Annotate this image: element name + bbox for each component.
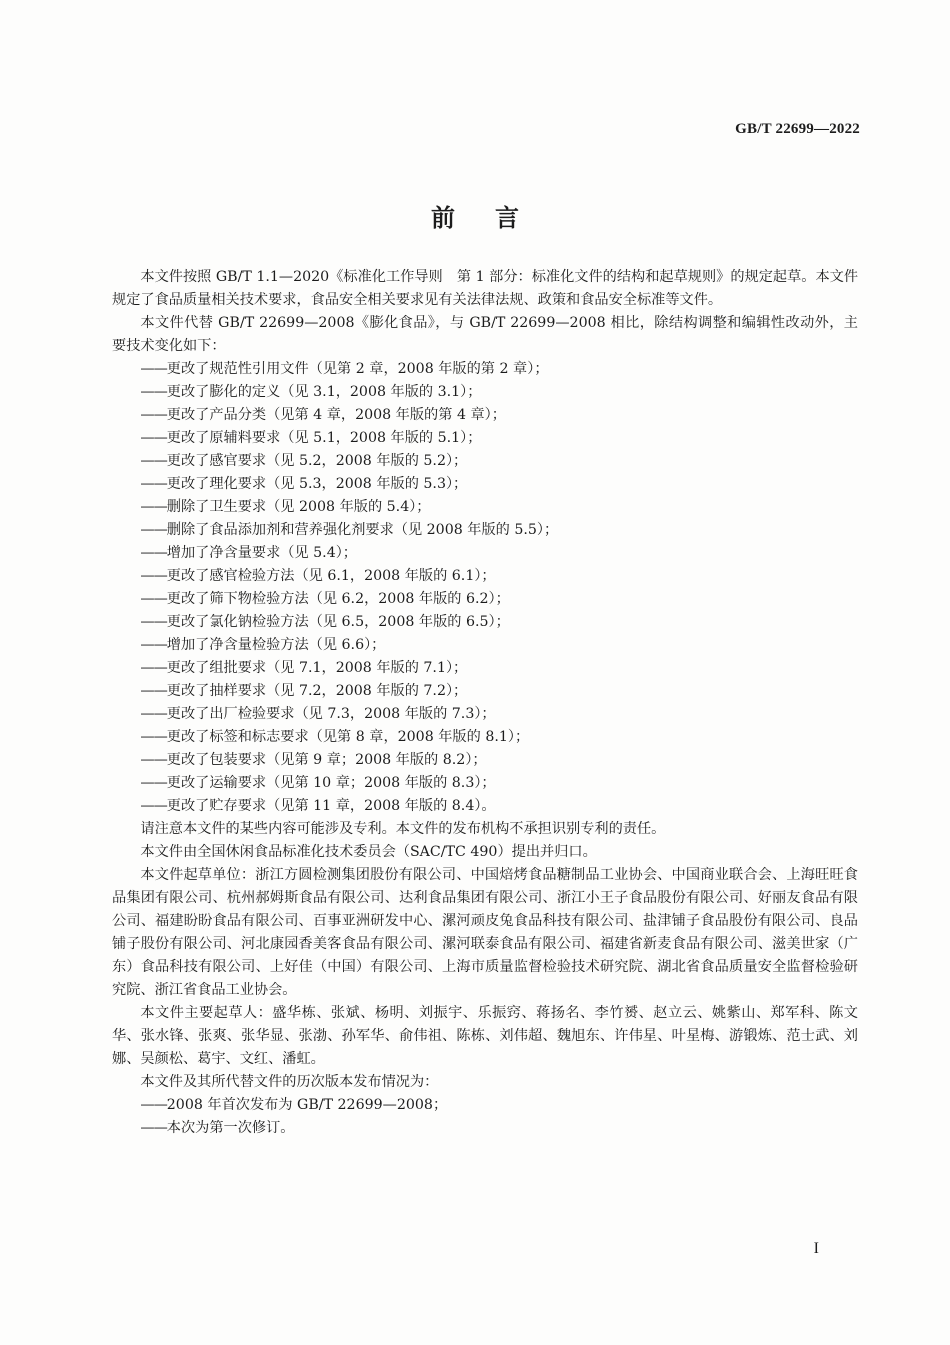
list-item: ——本次为第一次修订。 [140,1120,295,1136]
list-item: ——更改了标签和标志要求（见第 8 章，2008 年版的 8.1）； [140,729,530,745]
list-item: ——2008 年首次发布为 GB/T 22699—2008； [140,1097,448,1113]
list-item: ——更改了膨化的定义（见 3.1，2008 年版的 3.1）； [140,384,482,400]
list-item: ——更改了运输要求（见第 10 章；2008 年版的 8.3）； [140,775,496,791]
page-number: I [813,1240,819,1257]
page-title: 前言 [431,204,559,232]
list-item: ——增加了净含量要求（见 5.4）； [140,545,357,561]
standard-number: GB/T 22699—2022 [735,121,860,137]
list-item: ——删除了食品添加剂和营养强化剂要求（见 2008 年版的 5.5）； [140,522,559,538]
paragraph: 本文件代替 GB/T 22699—2008《膨化食品》，与 GB/T 22699—2008 相比，除结构调整和编辑性改动外，主要技术变化如下： [112,315,858,354]
technical-changes-list [112,358,858,818]
foreword-body [112,266,858,1140]
list-item: ——更改了筛下物检验方法（见 6.2，2008 年版的 6.2）； [140,591,510,607]
list-item: ——更改了理化要求（见 5.3，2008 年版的 5.3）； [140,476,468,492]
paragraph: 本文件按照 GB/T 1.1—2020《标准化工作导则 第 1 部分：标准化文件的结构和起草规则》的规定起草。本文件规定了食品质量相关技术要求，食品安全相关要求见有关法律法规、政策和食品安全标准等文件。 [112,269,859,308]
list-item: ——更改了感官检验方法（见 6.1，2008 年版的 6.1）； [140,568,496,584]
list-item: ——更改了贮存要求（见第 11 章，2008 年版的 8.4）。 [140,798,496,814]
paragraph: 本文件及其所代替文件的历次版本发布情况为： [140,1074,439,1090]
list-item: ——更改了出厂检验要求（见 7.3，2008 年版的 7.3）； [140,706,496,722]
version-history-list [112,1094,858,1140]
list-item: ——增加了净含量检验方法（见 6.6）； [140,637,386,653]
paragraph: 请注意本文件的某些内容可能涉及专利。本文件的发布机构不承担识别专利的责任。 [140,821,666,837]
list-item: ——删除了卫生要求（见 2008 年版的 5.4）； [140,499,431,515]
list-item: ——更改了包装要求（见第 9 章；2008 年版的 8.2）； [140,752,487,768]
list-item: ——更改了氯化钠检验方法（见 6.5，2008 年版的 6.5）； [140,614,510,630]
list-item: ——更改了产品分类（见第 4 章，2008 年版的第 4 章）； [140,407,506,423]
paragraph: 本文件主要起草人：盛华栋、张斌、杨明、刘振宇、乐振窍、蒋扬名、李竹赟、赵立云、姚紫山、郑军科、陈文华、张水锋、张爽、张华显、张渤、孙军华、俞伟祖、陈栋、刘伟超、魏旭东、许伟星、叶星梅、游锻炼、范士武、刘娜、吴颜松、葛宇、文红、潘虹。 [112,1005,858,1067]
list-item: ——更改了感官要求（见 5.2，2008 年版的 5.2）； [140,453,468,469]
paragraph: 本文件由全国休闲食品标准化技术委员会（SAC/TC 490）提出并归口。 [140,844,597,860]
list-item: ——更改了抽样要求（见 7.2，2008 年版的 7.2）； [140,683,468,699]
list-item: ——更改了原辅料要求（见 5.1，2008 年版的 5.1）； [140,430,482,446]
list-item: ——更改了规范性引用文件（见第 2 章，2008 年版的第 2 章）； [140,361,549,377]
list-item: ——更改了组批要求（见 7.1，2008 年版的 7.1）； [140,660,468,676]
paragraph: 本文件起草单位：浙江方圆检测集团股份有限公司、中国焙烤食品糖制品工业协会、中国商业联合会、上海旺旺食品集团有限公司、杭州郝姆斯食品有限公司、达利食品集团有限公司、浙江小王子食品股份有限公司、好丽友食品有限公司、福建盼盼食品有限公司、百事亚洲研发中心、漯河顽皮兔食品科技有限公司、盐津铺子食品股份有限公司、良品铺子股份有限公司、河北康园香美客食品有限公司、漯河联泰食品有限公司、福建省新麦食品有限公司、滋美世家（广东）食品科技有限公司、上好佳（中国）有限公司、上海市质量监督检验技术研究院、湖北省食品质量安全监督检验研究院、浙江省食品工业协会。 [112,867,858,998]
